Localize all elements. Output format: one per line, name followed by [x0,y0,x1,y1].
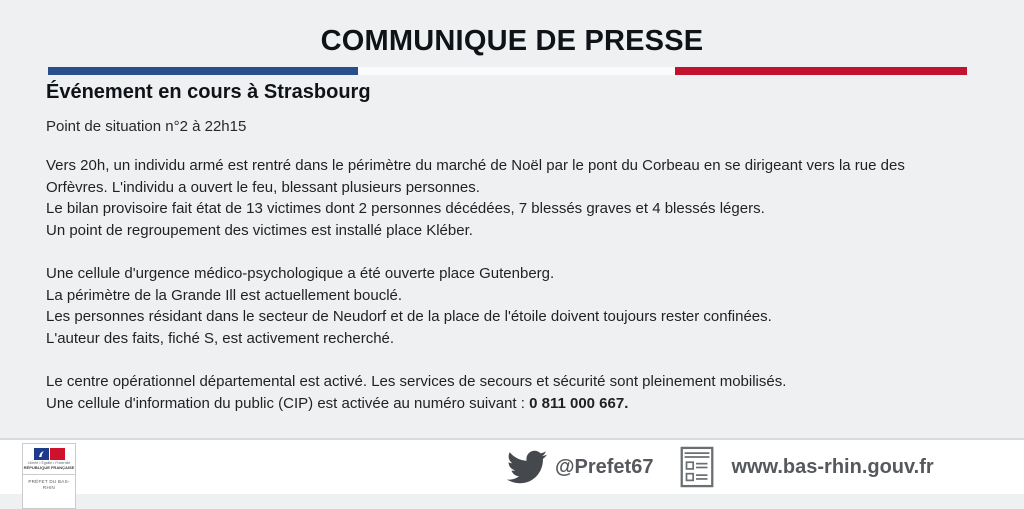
flag-blue-panel-icon [34,448,49,460]
marianne-icon [37,450,46,458]
body-line: Un point de regroupement des victimes est installé place Kléber. [46,221,473,239]
twitter-handle[interactable]: @Prefet67 [555,455,654,478]
situation-line: Point de situation n°2 à 22h15 [46,118,247,135]
tricolor-bar [48,67,967,75]
press-release-body [46,155,994,436]
paragraph-3 [46,371,994,414]
page-title: COMMUNIQUE DE PRESSE [320,25,704,57]
event-heading: Événement en cours à Strasbourg [46,81,371,103]
tricolor-red-segment [675,67,967,75]
website-url[interactable]: www.bas-rhin.gouv.fr [731,455,934,478]
flag-red-panel-icon [50,448,65,460]
logo-motto: Liberté • Égalité • Fraternité [27,461,71,465]
body-line: Le bilan provisoire fait état de 13 victimes dont 2 personnes décédées, 7 blessés graves et 4 blessés légers. [46,200,765,218]
prefecture-logo [22,443,76,509]
twitter-bird-icon [505,447,549,487]
body-line: Vers 20h, un individu armé est rentré dans le périmètre du marché de Noël par le pont du Corbeau en se dirigeant vers la rue des [46,157,905,174]
body-line: Les personnes résidant dans le secteur de Neudorf et de la place de l'étoile doivent toujours rester confinées. [46,308,772,326]
body-line: Le centre opérationnel départemental est activé. Les services de secours et sécurité sont pleinement mobilisés. [46,372,787,390]
french-republic-logo-icon [23,448,75,460]
paragraph-2 [46,263,994,349]
emergency-phone-number: 0 811 000 667. [529,394,629,412]
body-line-phone [46,393,994,415]
logo-republic-text: RÉPUBLIQUE FRANÇAISE [23,465,75,470]
body-line: Une cellule d'urgence médico-psychologique a été ouverte place Gutenberg. [46,264,555,282]
phone-line-prefix: Une cellule d'information du public (CIP) est activée au numéro suivant : [46,394,530,412]
body-line: L'auteur des faits, fiché S, est activement recherché. [46,329,395,347]
logo-caption: PRÉFET DU BAS-RHIN [28,479,70,490]
body-line: Orfèvres. L'individu a ouvert le feu, blessant plusieurs personnes. [46,178,480,196]
browser-window-icon [679,446,715,488]
paragraph-1 [46,155,994,241]
logo-divider [23,474,75,475]
tricolor-blue-segment [48,67,358,75]
footer-contact-group [505,445,934,489]
body-line: La périmètre de la Grande Ill est actuellement bouclé. [46,286,403,304]
tricolor-white-segment [358,67,675,75]
footer [0,438,1024,494]
